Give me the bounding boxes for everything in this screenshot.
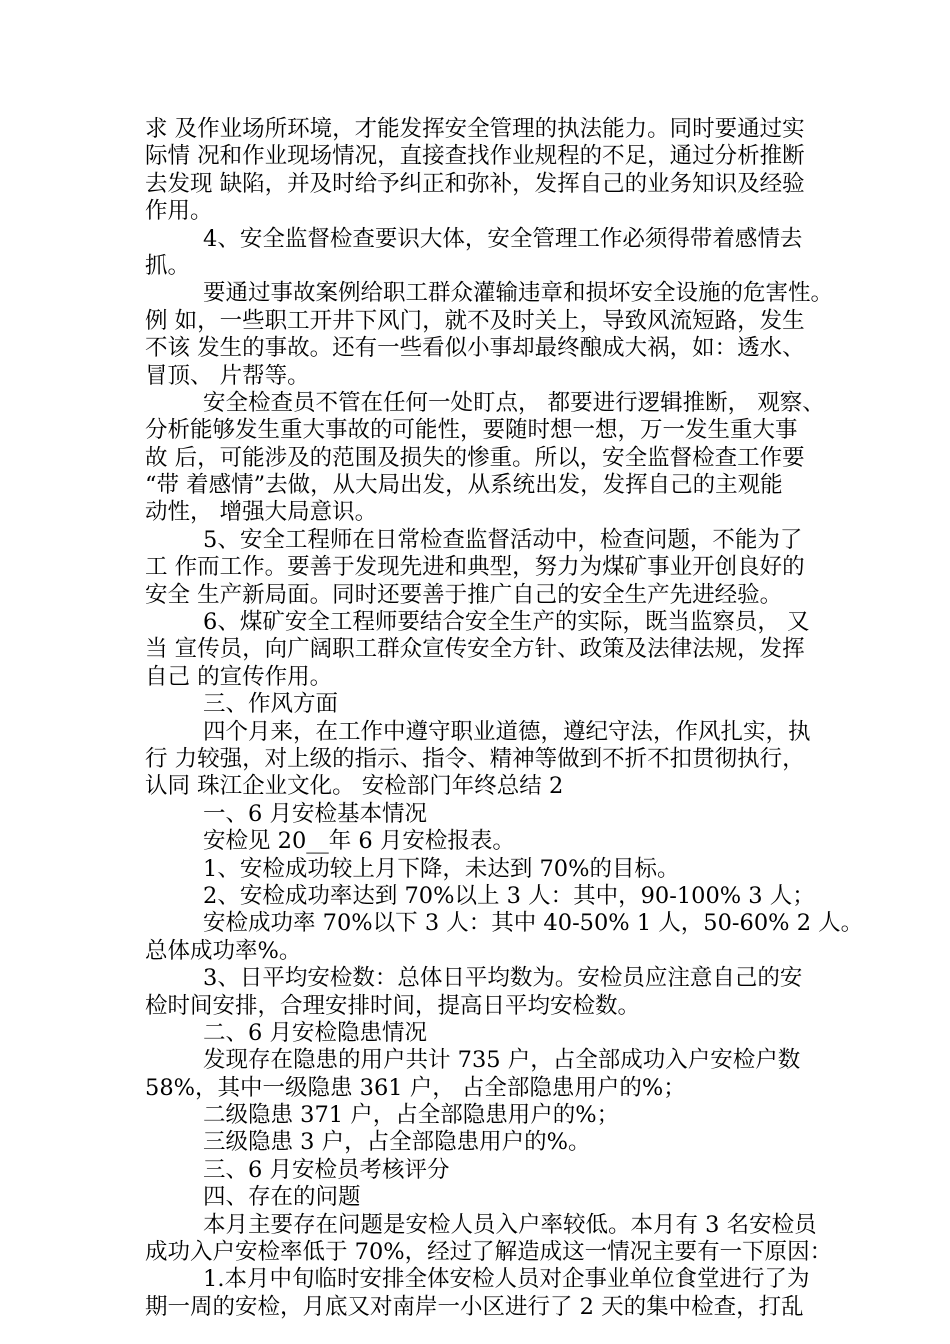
text-line: 故 后，可能涉及的范围及损失的惨重。所以，安全监督检查工作要: [145, 444, 805, 471]
text-line: 动性， 增强大局意识。: [145, 499, 378, 526]
text-line: 总体成功率%。: [145, 937, 302, 964]
text-line: 自己 的宣传作用。: [145, 663, 333, 690]
text-line: 1.本月中旬临时安排全体安检人员对企事业单位食堂进行了为: [203, 1266, 810, 1293]
text-line: 6、煤矿安全工程师要结合安全生产的实际，既当监察员， 又: [203, 609, 810, 636]
text-line: 安检成功率 70%以下 3 人：其中 40-50% 1 人，50-60% 2 人。: [203, 910, 864, 937]
text-line: 要通过事故案例给职工群众灌输违章和损坏安全设施的危害性。: [203, 280, 834, 307]
text-line: 期一周的安检，月底又对南岸一小区进行了 2 天的集中检查，打乱: [145, 1293, 804, 1320]
text-line: 本月主要存在问题是安检人员入户率较低。本月有 3 名安检员: [203, 1211, 817, 1238]
section-heading: 二、6 月安检隐患情况: [203, 1019, 427, 1046]
text-line: 安全 生产新局面。同时还要善于推广自己的安全生产先进经验。: [145, 581, 783, 608]
text-line: 工 作而工作。要善于发现先进和典型，努力为煤矿事业开创良好的: [145, 554, 805, 581]
text-line: 当 宣传员，向广阔职工群众宣传安全方针、政策及法律法规，发挥: [145, 636, 805, 663]
text-line: “带 着感情”去做，从大局出发，从系统出发，发挥自己的主观能: [145, 472, 783, 499]
text-line: 安全检查员不管在任何一处盯点， 都要进行逻辑推断， 观察、: [203, 389, 825, 416]
text-line: 1、安检成功较上月下降，未达到 70%的目标。: [203, 855, 680, 882]
text-line: 58%，其中一级隐患 361 户， 占全部隐患用户的%；: [145, 1074, 686, 1101]
text-line: 际情 况和作业现场情况，直接查找作业规程的不足，通过分析推断: [145, 143, 805, 170]
section-heading: 四、存在的问题: [203, 1184, 361, 1211]
text-line: 发现存在隐患的用户共计 735 户，占全部成功入户安检户数: [203, 1047, 801, 1074]
section-heading: 三、6 月安检员考核评分: [203, 1156, 450, 1183]
text-line: 作用。: [145, 198, 213, 225]
text-line: 成功入户安检率低于 70%，经过了解造成这一情况主要有一下原因：: [145, 1239, 833, 1266]
section-heading: 一、6 月安检基本情况: [203, 800, 427, 827]
text-line: 认同 珠江企业文化。 安检部门年终总结 2: [145, 773, 564, 800]
text-line: 四个月来，在工作中遵守职业道德，遵纪守法，作风扎实，执: [203, 718, 811, 745]
text-line: 例 如，一些职工开井下风门，就不及时关上，导致风流短路，发生: [145, 307, 805, 334]
text-line: 三级隐患 3 户，占全部隐患用户的%。: [203, 1129, 591, 1156]
text-line: 二级隐患 371 户，占全部隐患用户的%；: [203, 1102, 620, 1129]
document-body: [145, 116, 864, 1321]
text-line: 行 力较强，对上级的指示、指令、精神等做到不折不扣贯彻执行，: [145, 745, 805, 772]
text-line: 去发现 缺陷，并及时给予纠正和弥补，发挥自己的业务知识及经验: [145, 170, 805, 197]
text-line: 分析能够发生重大事故的可能性，要随时想一想，万一发生重大事: [145, 417, 798, 444]
section-heading: 三、作风方面: [203, 691, 339, 718]
text-line: 抓。: [145, 252, 191, 279]
text-line: 冒顶、 片帮等。: [145, 362, 310, 389]
text-line: 不该 发生的事故。还有一些看似小事却最终酿成大祸，如：透水、: [145, 335, 805, 362]
text-line: 2、安检成功率达到 70%以上 3 人：其中，90-100% 3 人；: [203, 882, 815, 909]
text-line: 求 及作业场所环境，才能发挥安全管理的执法能力。同时要通过实: [145, 116, 805, 142]
text-line: 3、日平均安检数：总体日平均数为。安检员应注意自己的安: [203, 965, 803, 992]
text-line: 安检见 20__年 6 月安检报表。: [203, 828, 515, 855]
text-line: 4、安全监督检查要识大体，安全管理工作必须得带着感情去: [203, 225, 803, 252]
text-line: 检时间安排，合理安排时间，提高日平均安检数。: [145, 992, 641, 1019]
text-line: 5、安全工程师在日常检查监督活动中，检查问题，不能为了: [203, 526, 803, 553]
